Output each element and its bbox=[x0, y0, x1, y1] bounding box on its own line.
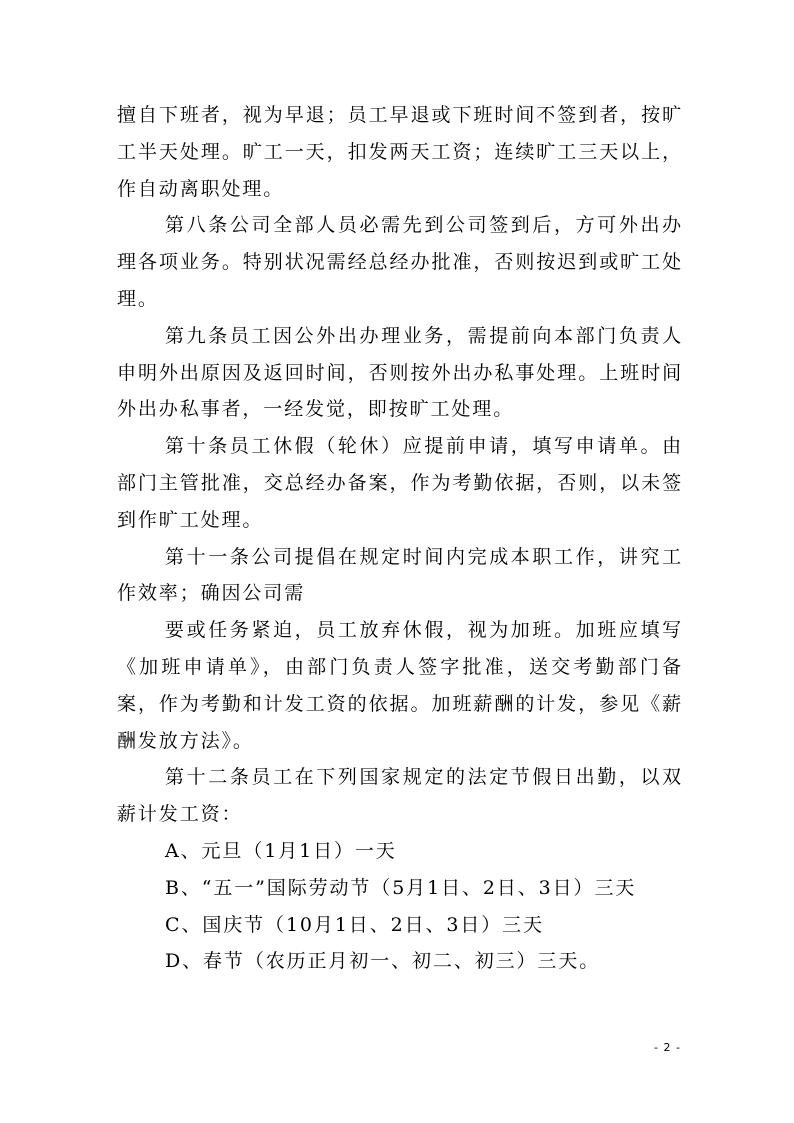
paragraph-article-11-continued: 要或任务紧迫，员工放弃休假，视为加班。加班应填写《加班申请单》，由部门负责人签字批准，送交考勤部门备案，作为考勤和计发工资的依据。加班薪酬的计发，参见《薪酬发放方法》。 bbox=[117, 619, 683, 752]
holiday-item-national-day: C、国庆节（10月1日、2日、3日）三天 bbox=[165, 913, 544, 936]
paragraph-article-9: 第九条员工因公外出办理业务，需提前向本部门负责人申明外出原因及返回时间，否则按外出办私事处理。上班时间外出办私事者，一经发觉，即按旷工处理。 bbox=[117, 324, 683, 421]
holiday-item-spring-festival: D、春节（农历正月初一、初二、初三）三天。 bbox=[165, 950, 601, 973]
holiday-list bbox=[117, 833, 683, 980]
paragraph: 擅自下班者，视为早退；员工早退或下班时间不签到者，按旷工半天处理。旷工一天，扣发两天工资；连续旷工三天以上，作自动离职处理。 bbox=[117, 104, 683, 200]
paragraph-article-11: 第十一条公司提倡在规定时间内完成本职工作，讲究工作效率；确因公司需 bbox=[117, 545, 683, 605]
document-body bbox=[117, 97, 683, 980]
holiday-item-new-year: A、元旦（1月1日）一天 bbox=[165, 839, 397, 862]
paragraph-article-8: 第八条公司全部人员必需先到公司签到后，方可外出办理各项业务。特别状况需经总经办批准，否则按迟到或旷工处理。 bbox=[117, 214, 683, 310]
holiday-item-labor-day: B、“五一”国际劳动节（5月1日、2日、3日）三天 bbox=[165, 876, 637, 899]
paragraph-article-10: 第十条员工休假（轮休）应提前申请，填写申请单。由部门主管批准，交总经办备案，作为考勤依据，否则，以未签到作旷工处理。 bbox=[117, 435, 683, 531]
page-number: - 2 - bbox=[654, 1041, 681, 1054]
paragraph-article-12: 第十二条员工在下列国家规定的法定节假日出勤，以双薪计发工资： bbox=[117, 766, 683, 826]
